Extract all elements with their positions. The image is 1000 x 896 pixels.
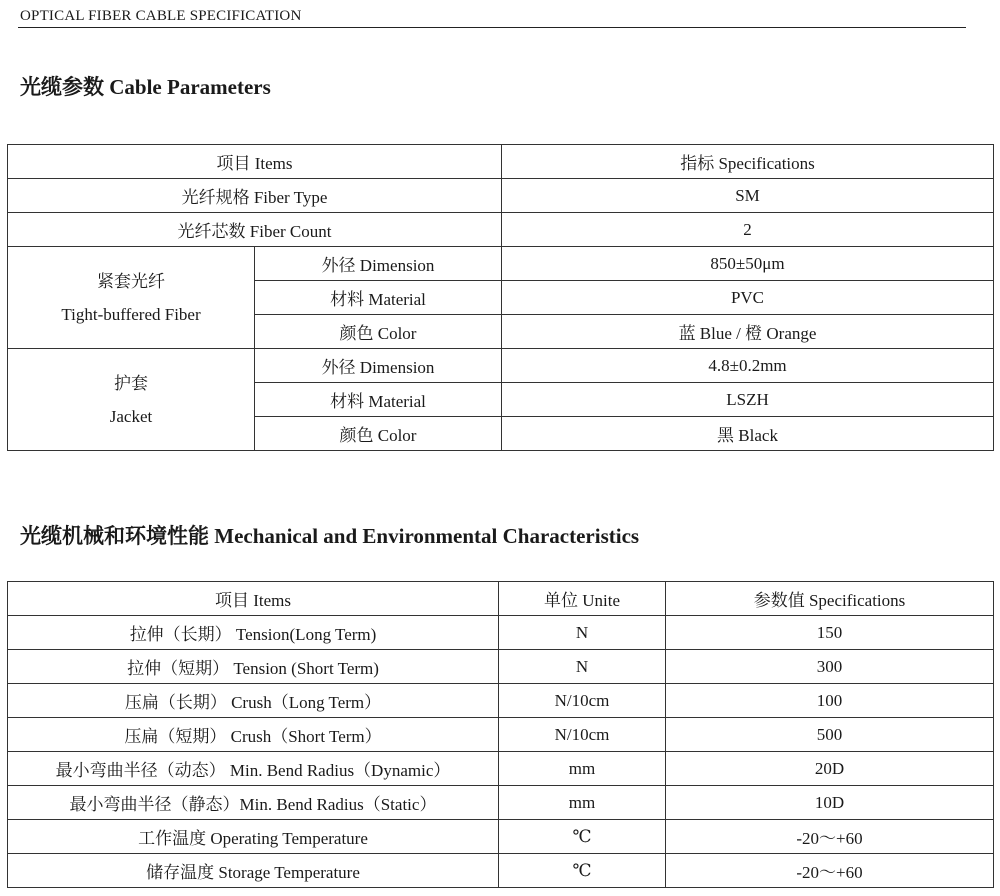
row-label-fiber-count: 光纤芯数 Fiber Count (8, 213, 502, 247)
table-row (8, 349, 994, 383)
cable-parameters-title: 光缆参数 Cable Parameters (20, 75, 271, 99)
header-cell-items: 项目 Items (8, 145, 502, 179)
table-row (8, 718, 994, 752)
table-header-row (8, 145, 994, 179)
group-label-en: Jacket (109, 406, 153, 426)
row-item: 工作温度 Operating Temperature (8, 820, 499, 854)
row-unit: mm (499, 786, 666, 820)
row-value: 10D (666, 786, 994, 820)
sub-item-dimension: 外径 Dimension (255, 349, 502, 383)
sub-value-color: 蓝 Blue / 橙 Orange (502, 315, 994, 349)
row-value-fiber-type: SM (502, 179, 994, 213)
row-value-fiber-count: 2 (502, 213, 994, 247)
header-cell-items: 项目 Items (8, 582, 499, 616)
table-row (8, 247, 994, 281)
table-row (8, 786, 994, 820)
sub-item-color: 颜色 Color (255, 417, 502, 451)
table-row (8, 179, 994, 213)
row-item: 储存温度 Storage Temperature (8, 854, 499, 888)
row-unit: N/10cm (499, 684, 666, 718)
sub-item-material: 材料 Material (255, 383, 502, 417)
row-unit: N/10cm (499, 718, 666, 752)
row-item: 拉伸（短期） Tension (Short Term) (8, 650, 499, 684)
row-value: 150 (666, 616, 994, 650)
sub-value-dimension: 850±50μm (502, 247, 994, 281)
row-label-fiber-type: 光纤规格 Fiber Type (8, 179, 502, 213)
sub-item-dimension: 外径 Dimension (255, 247, 502, 281)
row-value: -20～+60 (666, 820, 994, 854)
group-label-jacket (8, 349, 255, 451)
sub-item-color: 颜色 Color (255, 315, 502, 349)
row-unit: ℃ (499, 854, 666, 888)
sub-item-material: 材料 Material (255, 281, 502, 315)
table-row (8, 684, 994, 718)
table-row (8, 650, 994, 684)
row-value: -20～+60 (666, 854, 994, 888)
cable-parameters-table (7, 144, 994, 451)
table-row (8, 820, 994, 854)
group-label-tight-buffered (8, 247, 255, 349)
row-unit: N (499, 616, 666, 650)
row-value: 300 (666, 650, 994, 684)
sub-value-color: 黑 Black (502, 417, 994, 451)
row-value: 20D (666, 752, 994, 786)
header-rule (18, 27, 966, 28)
group-label-cn: 紧套光纤 (97, 271, 165, 291)
row-item: 最小弯曲半径（静态）Min. Bend Radius（Static） (8, 786, 499, 820)
sub-value-material: PVC (502, 281, 994, 315)
row-unit: mm (499, 752, 666, 786)
table-row (8, 854, 994, 888)
header-cell-specifications: 参数值 Specifications (666, 582, 994, 616)
row-unit: ℃ (499, 820, 666, 854)
group-label-en: Tight-buffered Fiber (61, 304, 201, 324)
row-unit: N (499, 650, 666, 684)
row-value: 500 (666, 718, 994, 752)
sub-value-material: LSZH (502, 383, 994, 417)
mech-env-title: 光缆机械和环境性能 Mechanical and Environmental Characteristics (20, 524, 640, 548)
group-label-cn: 护套 (114, 373, 148, 393)
row-item: 拉伸（长期） Tension(Long Term) (8, 616, 499, 650)
row-value: 100 (666, 684, 994, 718)
mech-env-table (7, 581, 994, 888)
sub-value-dimension: 4.8±0.2mm (502, 349, 994, 383)
table-row (8, 616, 994, 650)
table-row (8, 752, 994, 786)
document-header: OPTICAL FIBER CABLE SPECIFICATION (20, 8, 302, 24)
row-item: 压扁（短期） Crush（Short Term） (8, 718, 499, 752)
row-item: 最小弯曲半径（动态） Min. Bend Radius（Dynamic） (8, 752, 499, 786)
table-row (8, 213, 994, 247)
row-item: 压扁（长期） Crush（Long Term） (8, 684, 499, 718)
header-cell-unit: 单位 Unite (499, 582, 666, 616)
header-cell-specifications: 指标 Specifications (502, 145, 994, 179)
table-header-row (8, 582, 994, 616)
